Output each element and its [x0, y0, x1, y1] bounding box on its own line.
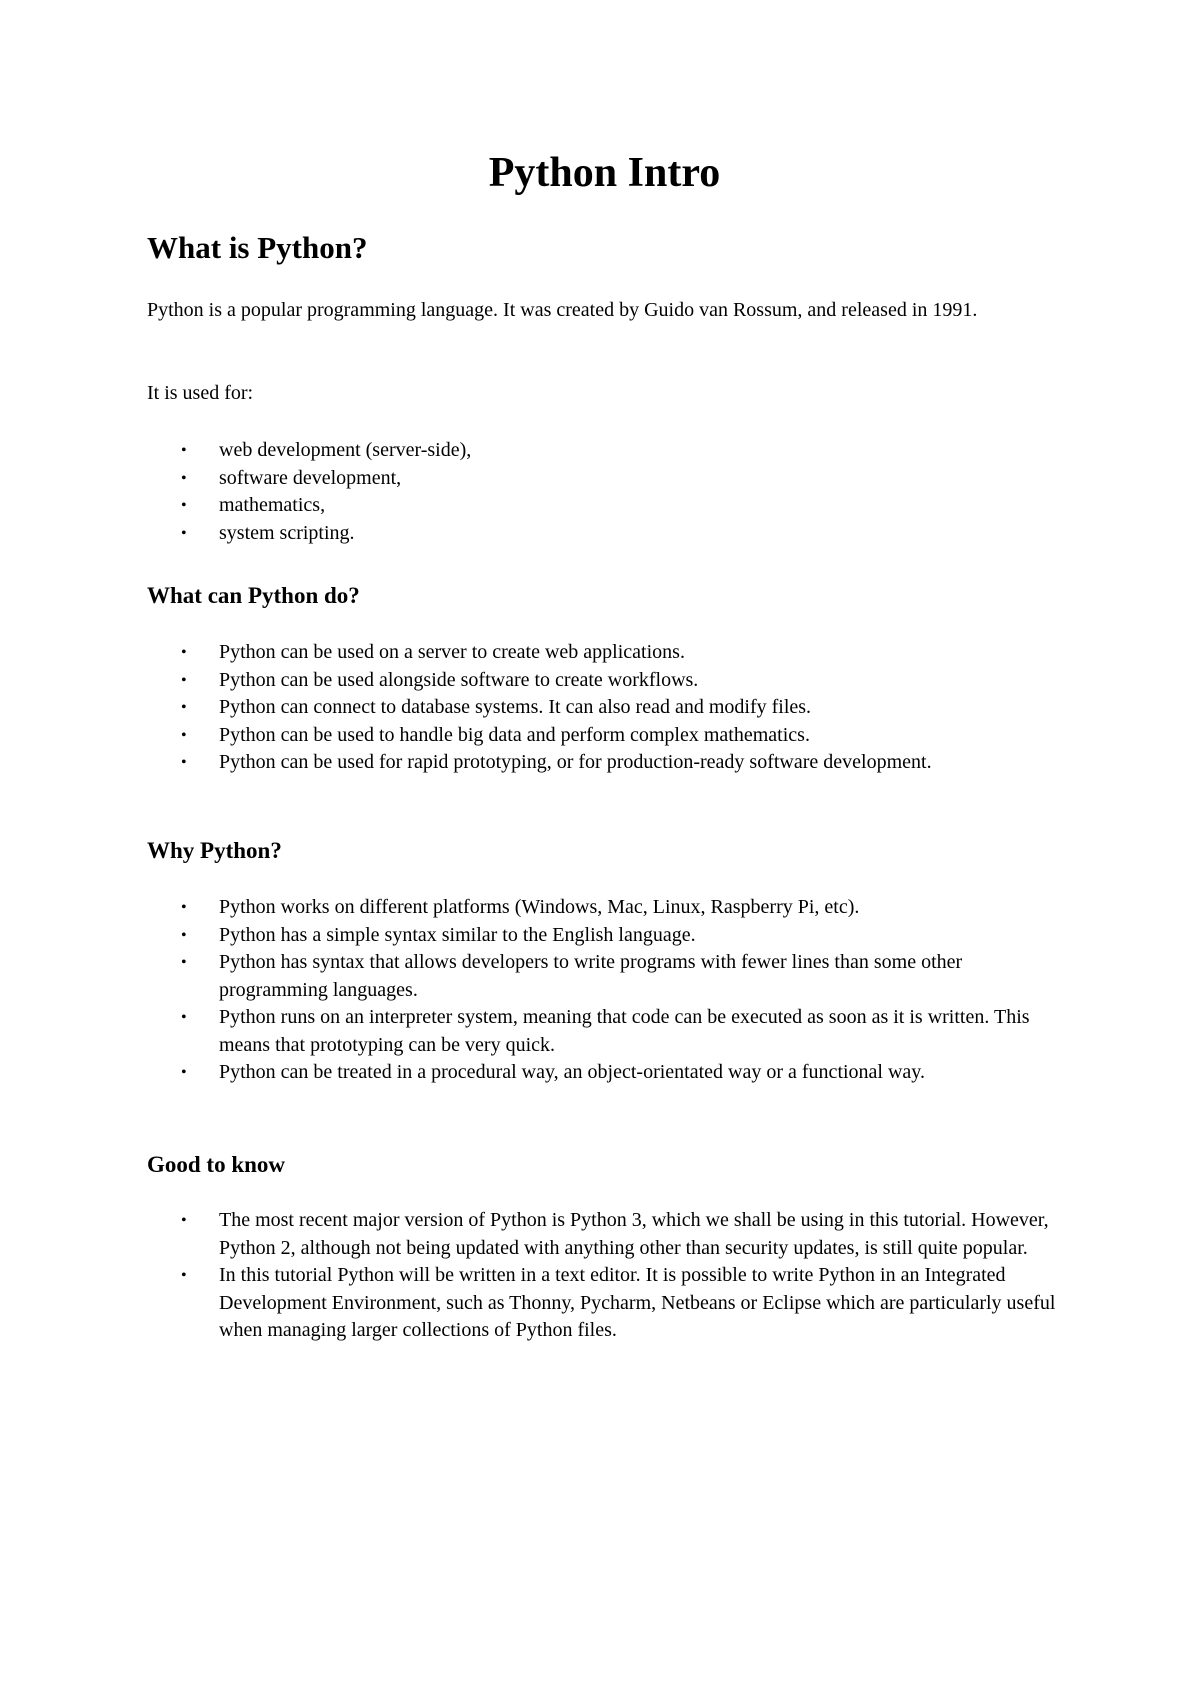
list-item: • Python runs on an interpreter system, meaning that code can be executed as soon as it is written. This means that prototyping can be very quick.: [181, 1006, 1030, 1056]
bullet-icon: •: [181, 926, 187, 944]
bullet-icon: •: [181, 469, 187, 487]
list-item: • Python has syntax that allows developers to write programs with fewer lines than some other programming languages.: [181, 951, 963, 1001]
used-for-label: It is used for:: [147, 382, 254, 404]
heading-good-to-know: Good to know: [147, 1152, 286, 1177]
intro-paragraph: Python is a popular programming language. It was created by Guido van Rossum, and released in 1991.: [147, 299, 978, 321]
reasons-list: [147, 894, 1062, 1087]
bullet-icon: •: [181, 1267, 187, 1284]
list-item: • mathematics,: [147, 492, 1062, 520]
list-item: • Python works on different platforms (Windows, Mac, Linux, Raspberry Pi, etc).: [147, 894, 1062, 922]
bullet-icon: •: [181, 671, 187, 689]
list-item: • Python can be used alongside software to create workflows.: [147, 667, 1062, 695]
bullet-icon: •: [181, 1009, 187, 1026]
list-item: • Python can be treated in a procedural way, an object-orientated way or a functional way.: [147, 1059, 1062, 1087]
capabilities-list: [147, 639, 1062, 777]
bullet-icon: •: [181, 1064, 187, 1081]
bullet-icon: •: [181, 524, 187, 542]
list-item: • Python has a simple syntax similar to the English language.: [147, 922, 1062, 950]
bullet-icon: •: [181, 899, 187, 916]
bullet-icon: •: [181, 1212, 187, 1229]
bullet-icon: •: [181, 699, 187, 716]
bullet-icon: •: [181, 754, 187, 771]
bullet-icon: •: [181, 497, 187, 514]
heading-why-python: Why Python?: [147, 838, 282, 863]
list-item: • Python can be used on a server to create web applications.: [147, 639, 1062, 667]
bullet-icon: •: [181, 644, 187, 661]
list-item: • web development (server-side),: [147, 437, 1062, 465]
list-item: • Python can be used to handle big data and perform complex mathematics.: [147, 722, 1062, 750]
list-item: • Python can be used for rapid prototyping, or for production-ready software development.: [147, 749, 1062, 777]
heading-what-is-python: What is Python?: [147, 230, 368, 265]
good-to-know-list: [147, 1207, 1062, 1345]
bullet-icon: •: [181, 442, 187, 459]
list-item: • software development,: [147, 465, 1062, 493]
heading-what-can-python-do: What can Python do?: [147, 583, 360, 608]
list-item: • system scripting.: [147, 520, 1062, 548]
page-title: Python Intro: [488, 150, 721, 196]
list-item: • Python can connect to database systems. It can also read and modify files.: [147, 694, 1062, 722]
uses-list: [147, 437, 1062, 547]
list-item: • In this tutorial Python will be written in a text editor. It is possible to write Python in an Integrated Development Environment, such as Thonny, Pycharm, Netbeans or Eclipse which are particularly useful when managing larger collections of Python files.: [181, 1264, 1056, 1341]
bullet-icon: •: [181, 726, 187, 744]
list-item: • The most recent major version of Python is Python 3, which we shall be using in this tutorial. However, Python 2, although not being updated with anything other than security updates, is still quite popular.: [181, 1209, 1049, 1259]
bullet-icon: •: [181, 954, 187, 971]
